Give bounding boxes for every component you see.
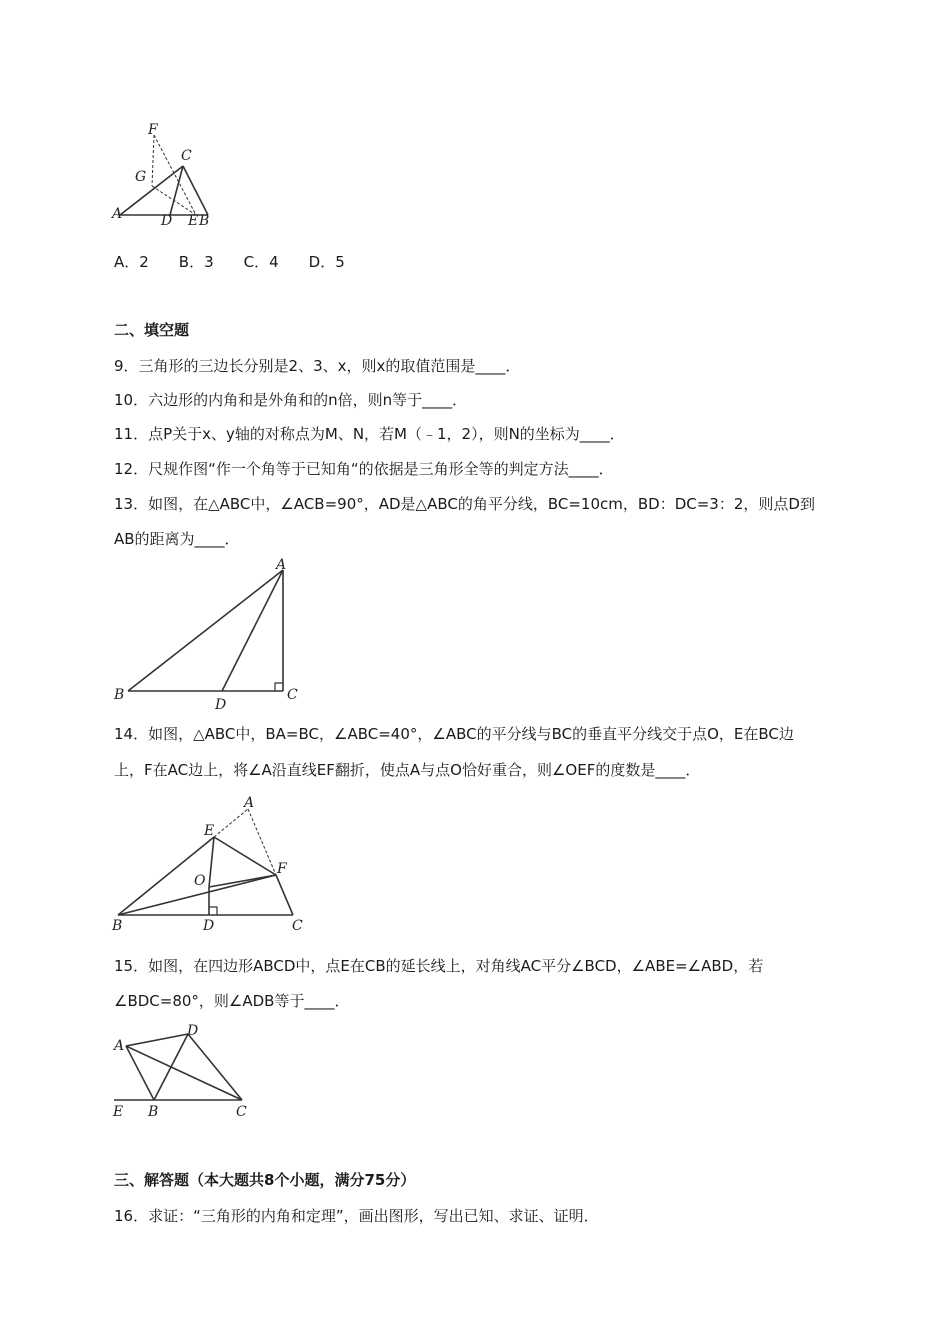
- label-D: D: [203, 918, 215, 934]
- label-F: F: [277, 861, 287, 877]
- question-15-line1: 15．如图，在四边形ABCD中，点E在CB的延长线上，对角线AC平分∠BCD，∠ABE=∠ABD，若: [114, 957, 764, 975]
- dashed-FE: [154, 135, 196, 215]
- segment-FC: [276, 875, 293, 915]
- segment-AB: [126, 1046, 154, 1100]
- label-D: D: [161, 213, 173, 229]
- dashed-AF: [248, 809, 276, 875]
- label-A: A: [112, 206, 123, 222]
- figure-q8-triangle: [110, 118, 220, 230]
- label-B: B: [114, 687, 125, 703]
- question-10: 10．六边形的内角和是外角和的n倍，则n等于____．: [114, 391, 468, 409]
- question-16: 16．求证：“三角形的内角和定理”，画出图形，写出已知、求证、证明．: [114, 1207, 599, 1225]
- label-G: G: [135, 169, 147, 185]
- question-13-line2: AB的距离为____．: [114, 530, 240, 548]
- label-O: O: [194, 873, 206, 889]
- label-B: B: [148, 1104, 159, 1120]
- right-angle-mark: [209, 907, 217, 915]
- segment-EO: [209, 837, 214, 887]
- segment-DC: [188, 1034, 242, 1100]
- segment-AD: [126, 1034, 188, 1046]
- segment-AC: [120, 166, 183, 215]
- label-E: E: [188, 213, 199, 229]
- segment-CD: [170, 166, 183, 215]
- segment-CB: [183, 166, 208, 215]
- question-13-line1: 13．如图，在△ABC中，∠ACB=90°，AD是△ABC的角平分线，BC=10cm，BD：DC=3：2，则点D到: [114, 495, 815, 513]
- section-title-answer: 三、解答题（本大题共8个小题，满分75分）: [114, 1171, 416, 1189]
- question-11: 11．点P关于x、y轴的对称点为M、N，若M（﹣1，2），则N的坐标为____．: [114, 425, 625, 443]
- label-C: C: [181, 148, 192, 164]
- label-A: A: [244, 795, 255, 811]
- segment-EF: [214, 837, 276, 875]
- label-B: B: [199, 213, 210, 229]
- segment-AC: [126, 1046, 242, 1100]
- label-A: A: [276, 557, 287, 573]
- segment-AD: [222, 570, 283, 691]
- label-D: D: [215, 697, 227, 713]
- figure-q13-right-triangle: [108, 556, 308, 716]
- right-angle-mark: [275, 683, 283, 691]
- label-A: A: [114, 1038, 125, 1054]
- figure-q14-fold-triangle: [108, 795, 308, 935]
- label-B: B: [112, 918, 123, 934]
- dashed-EA: [214, 809, 248, 837]
- question-15-line2: ∠BDC=80°，则∠ADB等于____．: [114, 992, 350, 1010]
- question-14-line1: 14．如图，△ABC中，BA=BC，∠ABC=40°，∠ABC的平分线与BC的垂直平分线交于点O，E在BC边: [114, 725, 794, 743]
- question-9: 9．三角形的三边长分别是2、3、x，则x的取值范围是____．: [114, 357, 521, 375]
- label-C: C: [236, 1104, 247, 1120]
- figure-q15-quadrilateral: [108, 1020, 253, 1125]
- dashed-GE: [152, 186, 196, 215]
- label-E: E: [113, 1104, 124, 1120]
- q8-options: A．2 B．3 C．4 D．5: [114, 253, 345, 271]
- label-C: C: [292, 918, 303, 934]
- segment-AB: [128, 570, 283, 691]
- question-14-line2: 上，F在AC边上，将∠A沿直线EF翻折，使点A与点O恰好重合，则∠OEF的度数是____．: [114, 761, 701, 779]
- question-12: 12．尺规作图“作一个角等于已知角“的依据是三角形全等的判定方法____．: [114, 460, 614, 478]
- dashed-FG: [152, 135, 154, 186]
- label-D: D: [187, 1023, 199, 1039]
- section-title-fill-blank: 二、填空题: [114, 321, 190, 339]
- segment-BD: [154, 1034, 188, 1100]
- label-F: F: [148, 122, 158, 138]
- label-C: C: [287, 687, 298, 703]
- label-E: E: [204, 823, 215, 839]
- segment-OF: [209, 875, 276, 887]
